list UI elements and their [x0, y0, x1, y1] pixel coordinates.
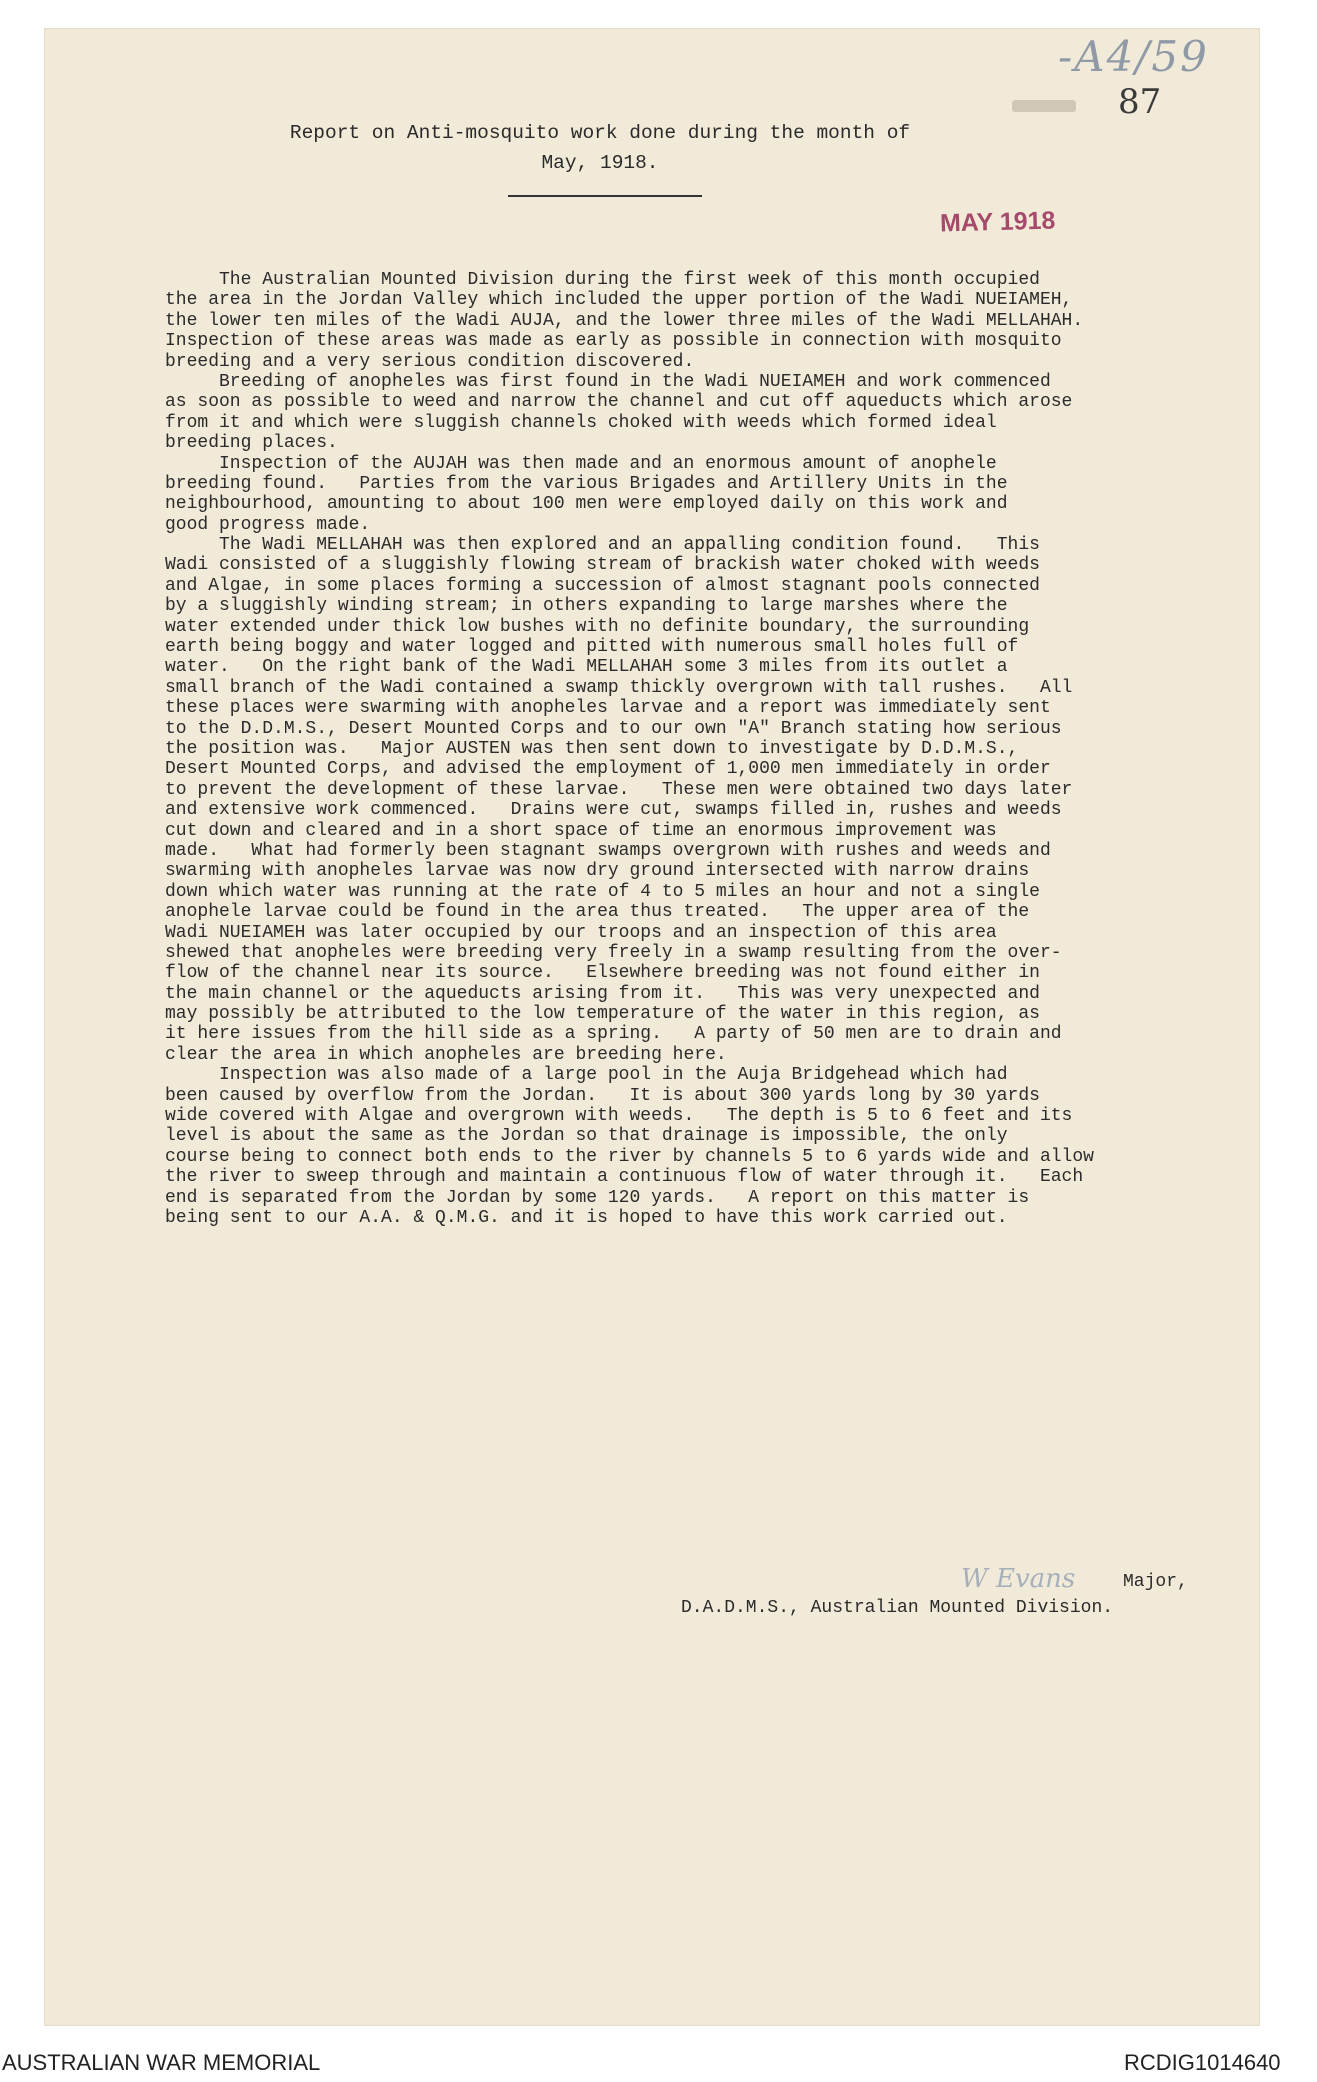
footer-record-id: RCDIG1014640	[1124, 2050, 1281, 2075]
body-line: Wadi NUEIAMEH was later occupied by our troops and an inspection of this area	[165, 922, 997, 943]
body-line: wide covered with Algae and overgrown with weeds. The depth is 5 to 6 feet and its	[165, 1106, 1073, 1127]
handwritten-signature: W Evans	[961, 1564, 1076, 1594]
body-line: down which water was running at the rate of 4 to 5 miles an hour and not a single	[165, 881, 1040, 902]
body-line: may possibly be attributed to the low temperature of the water in this region, as	[165, 1004, 1040, 1025]
body-line: breeding places.	[165, 433, 338, 454]
body-line: good progress made.	[165, 514, 371, 535]
body-line: as soon as possible to weed and narrow the channel and cut off aqueducts which arose	[165, 392, 1073, 413]
body-line: Breeding of anopheles was first found in the Wadi NUEIAMEH and work commenced	[165, 371, 1051, 392]
body-line: from it and which were sluggish channels choked with weeds which formed ideal	[165, 412, 997, 433]
body-line: course being to connect both ends to the river by channels 5 to 6 yards wide and allow	[165, 1146, 1094, 1167]
body-line: flow of the channel near its source. Elsewhere breeding was not found either in	[165, 963, 1040, 984]
body-line: Wadi consisted of a sluggishly flowing stream of brackish water choked with weeds	[165, 555, 1040, 576]
signature-rank: Major,	[1123, 1572, 1188, 1592]
body-line: The Australian Mounted Division during the first week of this month occupied	[165, 270, 1040, 290]
signature-title: D.A.D.M.S., Australian Mounted Division.	[681, 1598, 1114, 1618]
body-line: the lower ten miles of the Wadi AUJA, and the lower three miles of the Wadi MELLAHAH.	[165, 310, 1084, 331]
title-line-2: May, 1918.	[541, 152, 659, 174]
body-line: breeding and a very serious condition discovered.	[165, 351, 695, 372]
folio-number: 87	[1118, 82, 1162, 122]
body-line: Inspection of the AUJAH was then made and an enormous amount of anophele	[165, 453, 997, 474]
body-line: clear the area in which anopheles are breeding here.	[165, 1044, 727, 1065]
handwritten-reference: -A4/59	[1058, 32, 1209, 81]
body-line: being sent to our A.A. & Q.M.G. and it is hoped to have this work carried out.	[165, 1207, 1008, 1228]
body-line: cut down and cleared and in a short space of time an enormous improvement was	[165, 820, 997, 841]
report-title	[200, 118, 1000, 178]
body-line: these places were swarming with anopheles larvae and a report was immediately sent	[165, 698, 1051, 719]
body-line: by a sluggishly winding stream; in others expanding to large marshes where the	[165, 596, 1008, 617]
title-line-1: Report on Anti-mosquito work done during the month of	[289, 122, 911, 144]
body-line: the main channel or the aqueducts arising from it. This was very unexpected and	[165, 983, 1040, 1004]
body-line: and Algae, in some places forming a succession of almost stagnant pools connected	[165, 575, 1040, 596]
report-body	[165, 270, 1255, 1228]
body-line: level is about the same as the Jordan so that drainage is impossible, the only	[165, 1126, 1008, 1147]
body-line: earth being boggy and water logged and pitted with numerous small holes full of	[165, 637, 1019, 658]
body-line: The Wadi MELLAHAH was then explored and an appalling condition found. This	[165, 535, 1040, 556]
body-line: end is separated from the Jordan by some 120 yards. A report on this matter is	[165, 1187, 1030, 1208]
body-line: it here issues from the hill side as a spring. A party of 50 men are to drain and	[165, 1024, 1062, 1045]
body-line: made. What had formerly been stagnant swamps overgrown with rushes and weeds and	[165, 840, 1051, 861]
body-line: Inspection of these areas was made as early as possible in connection with mosquito	[165, 331, 1062, 352]
title-underline	[508, 195, 702, 197]
body-line: anophele larvae could be found in the area thus treated. The upper area of the	[165, 902, 1030, 923]
body-line: the river to sweep through and maintain a continuous flow of water through it. Each	[165, 1167, 1084, 1188]
body-line: and extensive work commenced. Drains were cut, swamps filled in, rushes and weeds	[165, 800, 1062, 821]
body-line: water extended under thick low bushes with no definite boundary, the surrounding	[165, 616, 1030, 637]
body-line: Inspection was also made of a large pool in the Auja Bridgehead which had	[165, 1065, 1008, 1086]
body-line: swarming with anopheles larvae was now dry ground intersected with narrow drains	[165, 861, 1030, 882]
body-line: the position was. Major AUSTEN was then sent down to investigate by D.D.M.S.,	[165, 738, 1019, 759]
body-line: small branch of the Wadi contained a swamp thickly overgrown with tall rushes. All	[165, 677, 1073, 698]
body-line: to the D.D.M.S., Desert Mounted Corps and to our own "A" Branch stating how serious	[165, 718, 1062, 739]
footer-institution: AUSTRALIAN WAR MEMORIAL	[2, 2050, 321, 2075]
body-line: the area in the Jordan Valley which included the upper portion of the Wadi NUEIAMEH,	[165, 290, 1073, 311]
body-line: shewed that anopheles were breeding very freely in a swamp resulting from the over-	[165, 942, 1062, 963]
body-line: neighbourhood, amounting to about 100 men were employed daily on this work and	[165, 494, 1008, 515]
ink-smudge	[1012, 100, 1076, 112]
body-line: water. On the right bank of the Wadi MELLAHAH some 3 miles from its outlet a	[165, 657, 1008, 678]
body-line: Desert Mounted Corps, and advised the employment of 1,000 men immediately in order	[165, 759, 1051, 780]
body-line: breeding found. Parties from the various Brigades and Artillery Units in the	[165, 473, 1008, 494]
date-stamp: MAY 1918	[939, 206, 1056, 238]
body-line: to prevent the development of these larvae. These men were obtained two days later	[165, 779, 1073, 800]
body-line: been caused by overflow from the Jordan. It is about 300 yards long by 30 yards	[165, 1085, 1040, 1106]
